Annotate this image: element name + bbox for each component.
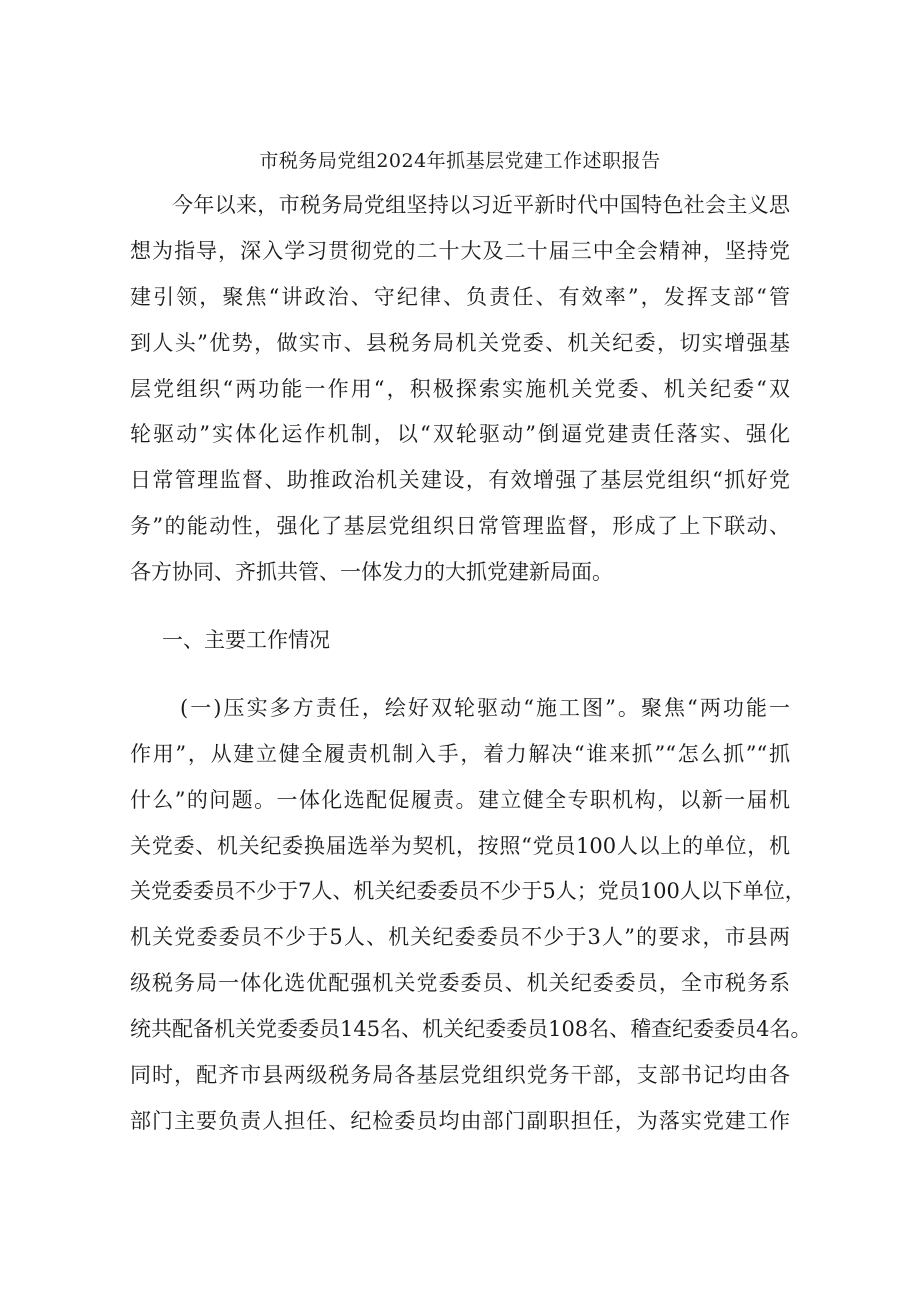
paragraph-gap (130, 596, 790, 618)
intro-line: 想为指导，深入学习贯彻党的二十大及二十届三中全会精神，坚持党 (130, 238, 790, 263)
document-body (130, 183, 812, 1145)
intro-line: 到人头”优势，做实市、县税务局机关党委、机关纪委，切实增强基 (130, 330, 790, 355)
section-line: 机关党委委员不少于5人、机关纪委委员不少于3人”的要求，市县两 (130, 925, 790, 950)
intro-line: 今年以来，市税务局党组坚持以习近平新时代中国特色社会主义思 (172, 193, 790, 217)
intro-line: 轮驱动”实体化运作机制，以“双轮驱动”倒逼党建责任落实、强化 (130, 422, 790, 447)
section-line: 统共配备机关党委委员145名、机关纪委委员108名、稽查纪委委员4名。 (130, 1017, 812, 1042)
section-line: (一)压实多方责任，绘好双轮驱动“施工图”。聚焦“两功能一 (180, 695, 790, 720)
intro-line: 日常管理监督、助推政治机关建设，有效增强了基层党组织“抓好党 (130, 468, 790, 493)
section-heading: 一、主要工作情况 (162, 628, 330, 653)
section-line: 级税务局一体化选优配强机关党委委员、机关纪委委员，全市税务系 (130, 971, 790, 996)
intro-line: 层党组织“两功能一作用“，积极探索实施机关党委、机关纪委“双 (130, 376, 790, 401)
section-line: 关党委、机关纪委换届选举为契机，按照“党员100人以上的单位，机 (130, 833, 790, 858)
intro-line: 建引领，聚焦“讲政治、守纪律、负责任、有效率”，发挥支部“管 (130, 284, 790, 309)
intro-line: 务”的能动性，强化了基层党组织日常管理监督，形成了上下联动、 (130, 514, 790, 539)
section-line: 什么”的问题。一体化选配促履责。建立健全专职机构，以新一届机 (130, 787, 790, 812)
document-title: 市税务局党组2024年抓基层党建工作述职报告 (259, 150, 661, 172)
section-line: 作用”，从建立健全履责机制入手，着力解决“谁来抓”“怎么抓”“抓 (130, 741, 790, 766)
section-line: 部门主要负责人担任、纪检委员均由部门副职担任，为落实党建工作 (130, 1108, 790, 1133)
section-line: 关党委委员不少于7人、机关纪委委员不少于5人；党员100人以下单位， (130, 879, 806, 904)
intro-line: 各方协同、齐抓共管、一体发力的大抓党建新局面。 (130, 560, 613, 585)
paragraph-gap (130, 664, 790, 686)
section-line: 同时，配齐市县两级税务局各基层党组织党务干部，支部书记均由各 (130, 1063, 790, 1088)
